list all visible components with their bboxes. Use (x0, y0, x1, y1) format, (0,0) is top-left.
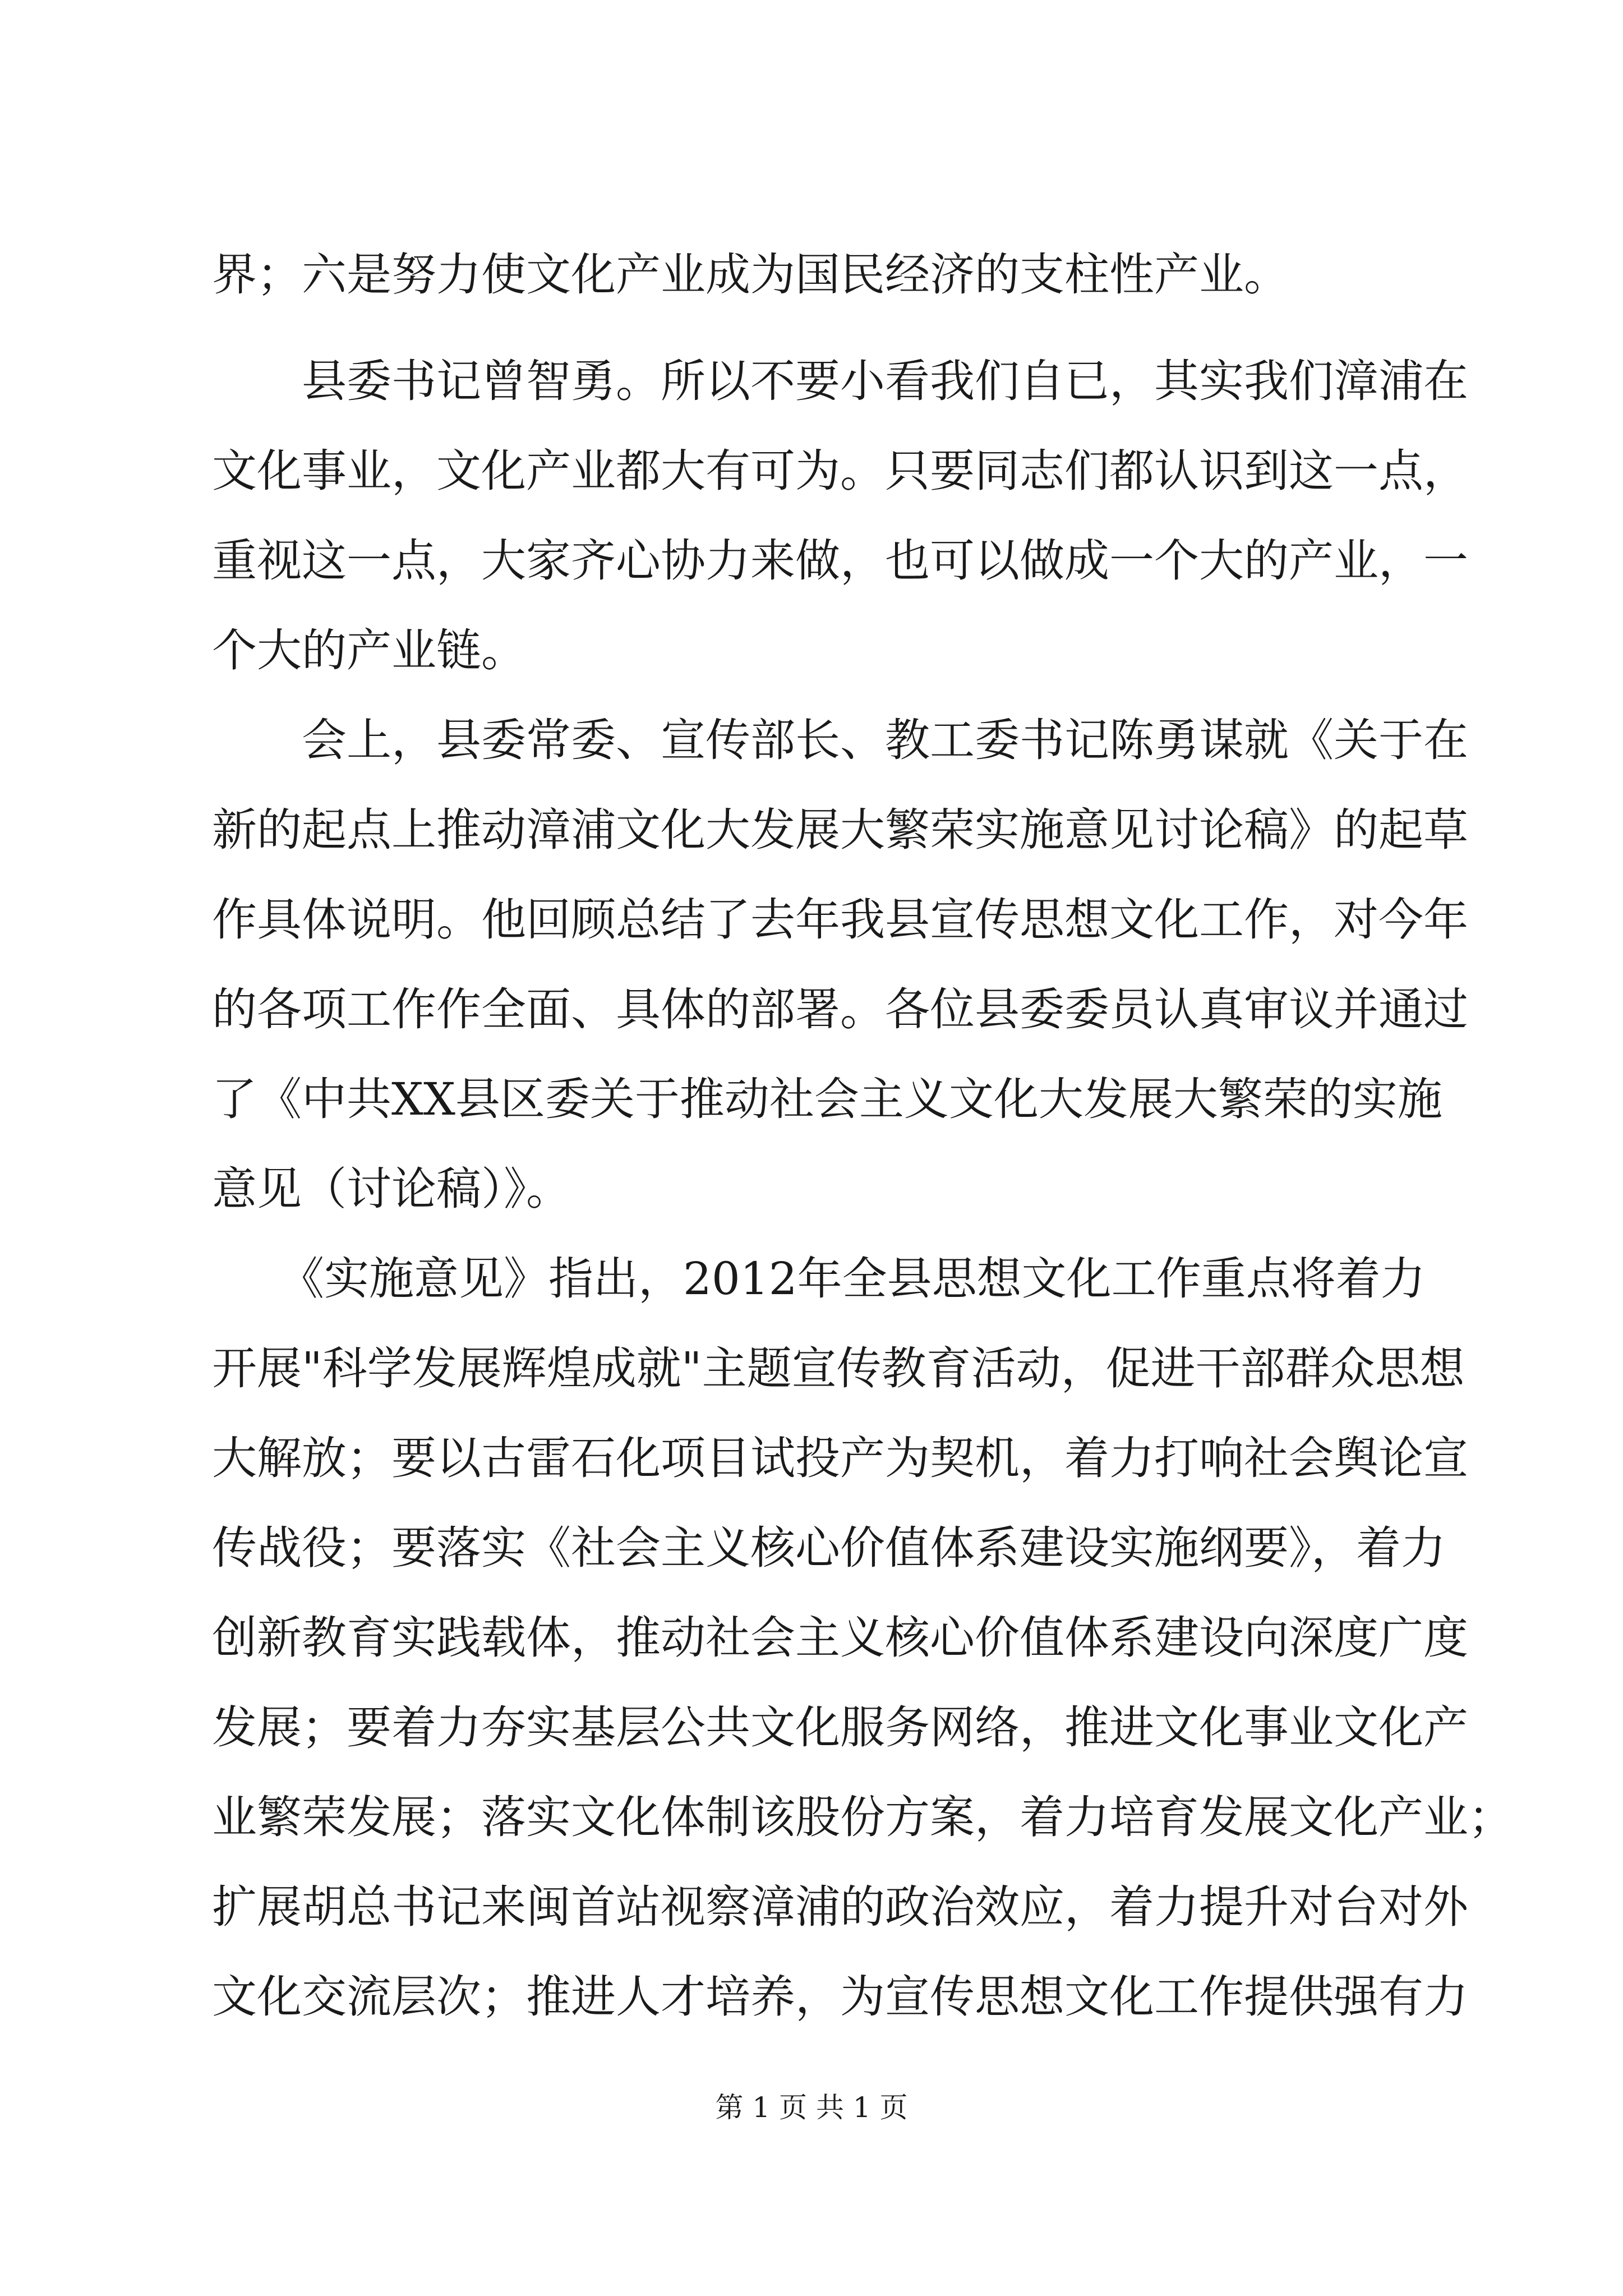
text-line-15: 传战役；要落实《社会主义核心价值体系建设实施纲要》，着力 (212, 1522, 1446, 1574)
text-line-13: 开展"科学发展辉煌成就"主题宣传教育活动，促进干部群众思想 (212, 1342, 1465, 1395)
text-line-14: 大解放；要以古雷石化项目试投产为契机，着力打响社会舆论宣 (212, 1432, 1468, 1484)
text-line-6: 会上，县委常委、宣传部长、教工委书记陈勇谋就《关于在 (212, 714, 1468, 766)
text-line-4: 重视这一点，大家齐心协力来做，也可以做成一个大的产业，一 (212, 535, 1468, 587)
text-line-12: 《实施意见》指出，2012年全县思想文化工作重点将着力 (212, 1253, 1426, 1305)
text-line-2: 县委书记曾智勇。所以不要小看我们自已，其实我们漳浦在 (212, 355, 1468, 407)
page-footer: 第 1 页 共 1 页 (715, 2091, 908, 2124)
text-line-20: 文化交流层次；推进人才培养，为宣传思想文化工作提供强有力 (212, 1971, 1468, 2023)
text-line-17: 发展；要着力夯实基层公共文化服务网络，推进文化事业文化产 (212, 1701, 1468, 1754)
text-line-18: 业繁荣发展；落实文化体制该股份方案，着力培育发展文化产业； (212, 1791, 1513, 1843)
text-line-5: 个大的产业链。 (212, 624, 526, 677)
text-line-1: 界；六是努力使文化产业成为国民经济的支柱性产业。 (212, 249, 1289, 301)
text-line-7: 新的起点上推动漳浦文化大发展大繁荣实施意见讨论稿》的起草 (212, 804, 1468, 856)
text-line-3: 文化事业，文化产业都大有可为。只要同志们都认识到这一点， (212, 445, 1468, 497)
text-line-9: 的各项工作作全面、具体的部署。各位县委委员认真审议并通过 (212, 983, 1468, 1036)
text-line-19: 扩展胡总书记来闽首站视察漳浦的政治效应，着力提升对台对外 (212, 1881, 1468, 1933)
text-line-16: 创新教育实践载体，推动社会主义核心价值体系建设向深度广度 (212, 1612, 1468, 1664)
text-line-10: 了《中共XX县区委关于推动社会主义文化大发展大繁荣的实施 (212, 1073, 1442, 1125)
text-line-8: 作具体说明。他回顾总结了去年我县宣传思想文化工作，对今年 (212, 894, 1468, 946)
text-line-11: 意见（讨论稿）》。 (212, 1163, 571, 1215)
